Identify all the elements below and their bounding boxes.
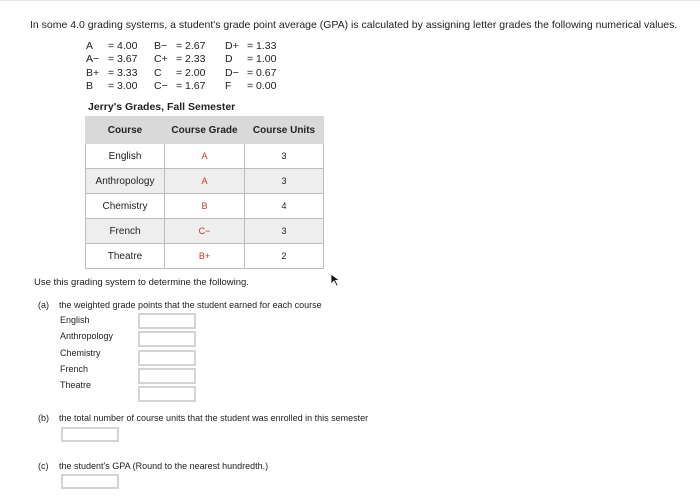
part-c-question (38, 461, 268, 471)
scale-entry: B− = 2.67 (154, 40, 206, 52)
grading-scale-col-2 (154, 40, 206, 94)
grade-cell: B+ (165, 244, 245, 269)
answer-input-anthropology[interactable] (138, 331, 196, 347)
part-b-text: the total number of course units that the student was enrolled in this semester (59, 413, 369, 423)
scale-entry: C = 2.00 (154, 66, 206, 79)
column-header-course: Course (86, 117, 165, 144)
grade-cell: B (165, 194, 245, 219)
grade-cell: A (165, 169, 245, 194)
total-units-input[interactable] (61, 427, 119, 442)
scale-entry: A = 4.00 (86, 40, 138, 52)
part-a-letter: (a) (38, 300, 49, 310)
part-c-text: the student's GPA (Round to the nearest hundredth.) (59, 461, 269, 471)
table-header-row (86, 117, 324, 144)
answer-input-chemistry[interactable] (138, 350, 196, 366)
course-cell: Theatre (86, 244, 165, 269)
units-cell: 3 (245, 219, 324, 244)
scale-entry: F = 0.00 (225, 80, 277, 93)
table-title: Jerry's Grades, Fall Semester (88, 101, 236, 113)
scale-entry: D = 1.00 (225, 53, 277, 66)
grade-cell: A (165, 144, 245, 169)
course-cell: French (86, 219, 165, 244)
part-b-question (38, 413, 368, 423)
table-row (86, 169, 324, 194)
instructions-text: Use this grading system to determine the following. (34, 277, 249, 288)
course-cell: Anthropology (86, 169, 165, 194)
part-c-letter: (c) (38, 461, 49, 471)
answer-label-theatre: Theatre (60, 380, 92, 391)
scale-entry: D+ = 1.33 (225, 40, 277, 52)
answer-input-french[interactable] (138, 368, 196, 384)
grade-cell: C− (165, 219, 245, 244)
answer-input-english[interactable] (138, 313, 196, 329)
answer-input-theatre[interactable] (138, 386, 196, 402)
scale-entry: C− = 1.67 (154, 80, 206, 93)
answer-label-chemistry: Chemistry (60, 347, 101, 358)
table-row (86, 244, 324, 269)
units-cell: 4 (245, 194, 324, 219)
mouse-cursor-icon (330, 273, 342, 287)
answer-label-english: English (60, 315, 90, 325)
table-row (86, 194, 324, 219)
answer-label-french: French (60, 363, 89, 374)
table-row (86, 144, 324, 169)
column-header-grade: Course Grade (165, 117, 245, 144)
scale-entry: A− = 3.67 (86, 53, 138, 66)
part-b-letter: (b) (38, 413, 49, 423)
scale-entry: B+ = 3.33 (86, 66, 138, 79)
units-cell: 3 (245, 144, 324, 169)
grades-table (85, 116, 324, 269)
grading-scale-col-3 (225, 40, 277, 94)
part-a-text: the weighted grade points that the student earned for each course (59, 300, 322, 310)
column-header-units: Course Units (245, 117, 324, 144)
course-cell: Chemistry (86, 194, 165, 219)
grading-scale-col-1 (86, 40, 138, 94)
intro-text: In some 4.0 grading systems, a student's grade point average (GPA) is calculated by assigning letter grades the following numerical values. (30, 19, 678, 31)
part-a-answer-labels (60, 312, 113, 393)
table-row (86, 219, 324, 244)
gpa-input[interactable] (61, 474, 119, 489)
part-a-answer-inputs (138, 313, 196, 404)
scale-entry: D− = 0.67 (225, 66, 277, 79)
answer-label-anthropology: Anthropology (60, 331, 114, 342)
units-cell: 3 (245, 169, 324, 194)
part-a-question (38, 300, 322, 310)
top-divider (0, 0, 700, 1)
course-cell: English (86, 144, 165, 169)
units-cell: 2 (245, 244, 324, 269)
scale-entry: B = 3.00 (86, 80, 138, 93)
scale-entry: C+ = 2.33 (154, 53, 206, 66)
